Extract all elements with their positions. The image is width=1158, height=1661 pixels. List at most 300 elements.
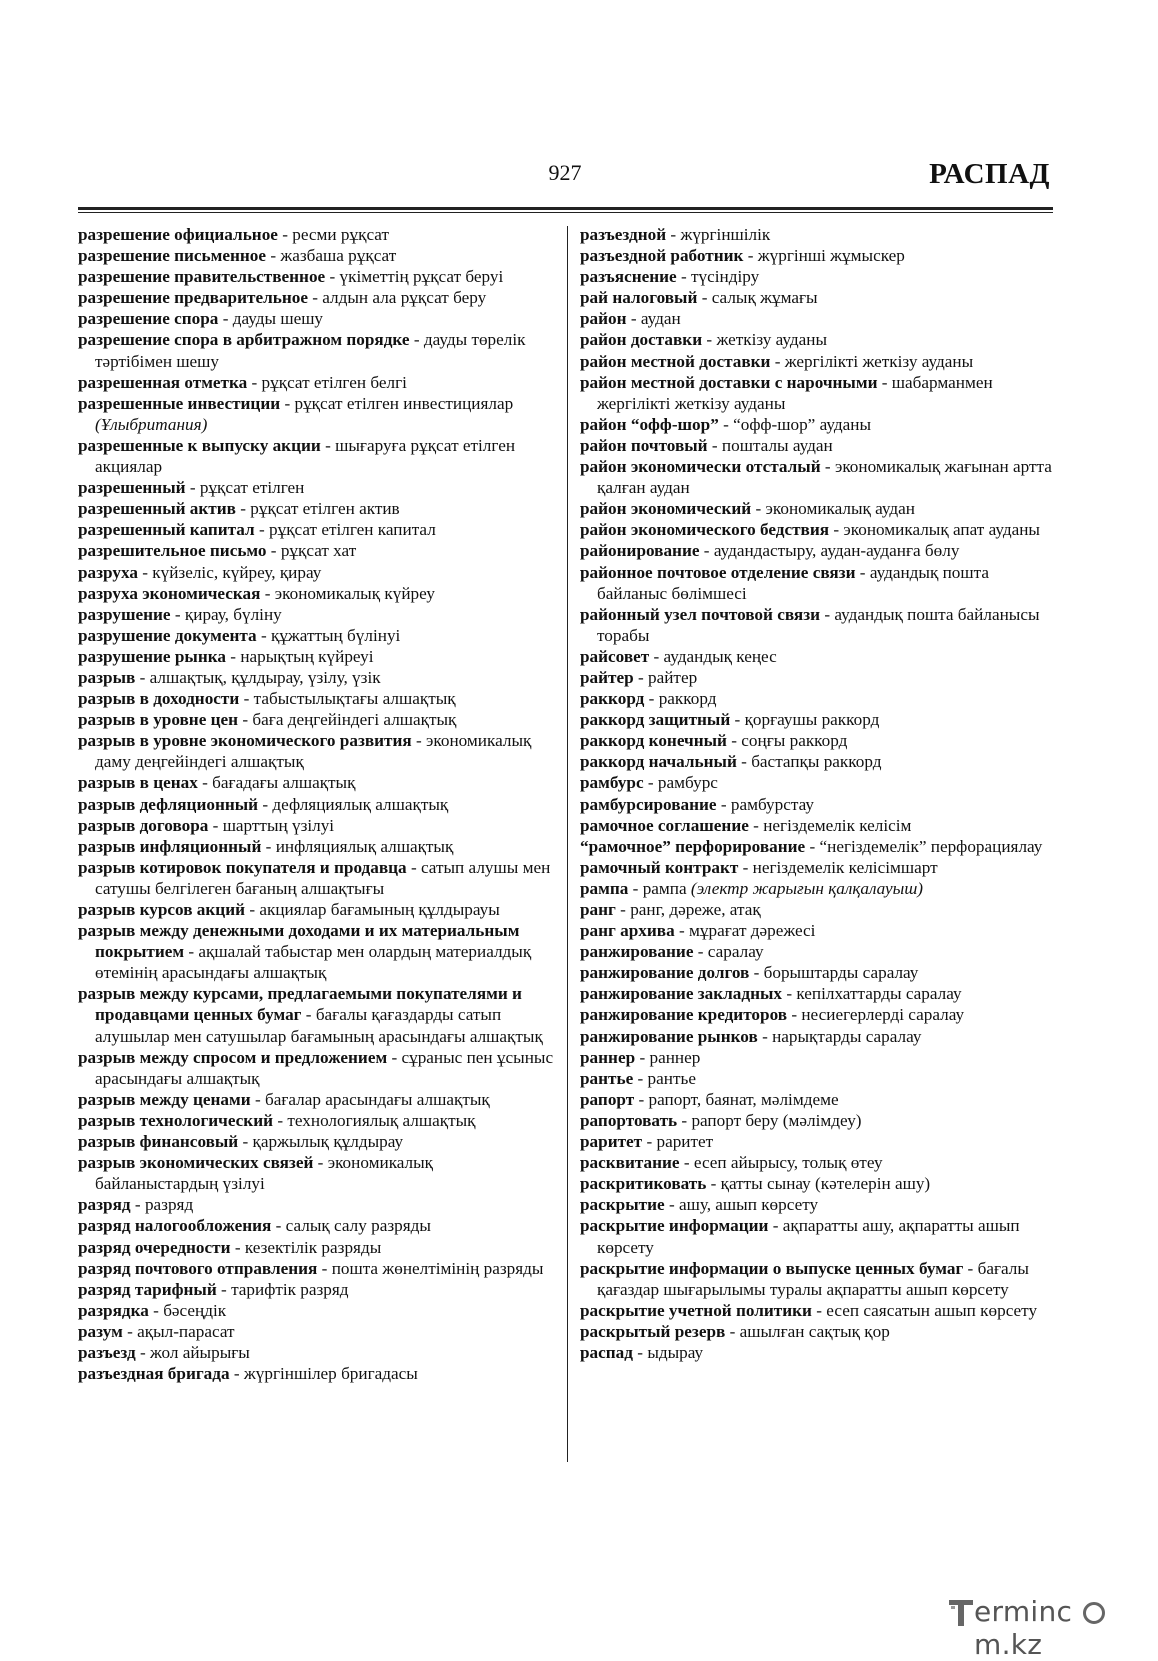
entry-separator: - [679,1153,694,1173]
entry-definition: раритет [656,1132,714,1152]
entry-separator: - [280,393,295,413]
entry-separator: - [238,1132,253,1152]
entry-definition: сұраныс пен ұсыныс арасындағы алшақтық [95,1047,554,1088]
dictionary-entry [78,308,560,329]
dictionary-entry [580,920,1058,941]
entry-note: (электр жарығын қалқалауыш) [690,878,924,898]
dictionary-entry [78,266,560,287]
entry-definition: рантье [647,1068,696,1088]
entry-definition: ақыл-парасат [137,1321,235,1341]
entry-definition: бәсеңдік [163,1300,227,1320]
entry-separator: - [787,1005,802,1025]
entry-definition: дауды шешу [232,309,324,329]
entry-separator: - [238,710,253,730]
dictionary-entry [580,266,1058,287]
entry-separator: - [230,1237,245,1257]
entry-term: рапорт [580,1089,635,1109]
entry-term: разряд [78,1195,131,1215]
dictionary-entry [580,1068,1058,1089]
dictionary-entry [78,372,560,393]
entry-definition: жергілікті жеткізу ауданы [784,351,974,371]
entry-term: разрыв между курсами, предлагаемыми покупателями и продавцами ценных бумаг [78,984,522,1025]
entry-term: разряд очередности [78,1237,231,1257]
entry-definition: инфляциялық алшақтық [275,836,454,856]
entry-term: рамбурс [580,773,644,793]
dictionary-entry [580,1026,1058,1047]
entry-separator: - [676,267,692,287]
entry-definition: райтер [648,667,698,687]
entry-definition: бағалар арасындағы алшақтық [264,1089,490,1109]
entry-term: район экономический [580,499,752,519]
header-rule-thin [78,212,1053,213]
entry-definition: экономикалық жағынан артта қалған аудан [597,457,1052,498]
entry-definition: рамбурс [657,773,718,793]
entry-definition: түсіндіру [691,267,760,287]
page-number: 927 [548,160,582,185]
entry-separator: - [706,1174,721,1194]
entry-term: разрешенный [78,478,186,498]
dictionary-entry [580,540,1058,561]
dictionary-entry [78,1300,560,1321]
dictionary-entry [78,1279,560,1300]
dictionary-entry [580,751,1058,772]
entry-term: расквитание [580,1153,680,1173]
entry-term: разруха [78,562,138,582]
entry-separator: - [260,583,275,603]
entry-definition: рұқсат етілген [199,478,305,498]
entry-separator: - [811,1300,827,1320]
entry-term: разрешение спора в арбитражном порядке [78,330,410,350]
entry-definition: аудандық пошта байланыс бөлімшесі [597,562,989,603]
entry-term: ранг архива [580,921,675,941]
entry-term: разрыв технологический [78,1110,274,1130]
entry-definition: есеп саясатын ашып көрсету [826,1300,1038,1320]
entry-definition: ашылған сақтық қор [739,1321,890,1341]
entry-term: разрешение официальное [78,225,278,244]
dictionary-entry [78,1215,560,1236]
entry-separator: - [716,794,731,814]
dictionary-entry [78,667,560,688]
entry-separator: - [768,1216,783,1236]
entry-separator: - [649,646,664,666]
entry-definition: разряд [144,1195,194,1215]
dictionary-entry [78,625,560,646]
entry-definition: соңғы раккорд [741,731,848,751]
dictionary-entry [78,646,560,667]
dictionary-entry [580,899,1058,920]
entry-separator: - [261,836,276,856]
entry-note: (Ұлыбритания) [95,414,208,434]
entry-definition: рұқсат етілген актив [250,499,400,519]
dictionary-entry [78,562,560,583]
entry-definition: ашу, ашып көрсету [678,1195,819,1215]
dictionary-entry [580,1173,1058,1194]
dictionary-entry [580,1321,1058,1342]
entry-separator: - [664,1195,679,1215]
entry-separator: - [718,414,734,434]
entry-definition: қатты сынау (кәтелерін ашу) [720,1174,931,1194]
dictionary-entry [580,308,1058,329]
entry-definition: рапорт, баянат, мәлімдеме [648,1089,839,1109]
entry-definition: рампа [642,878,691,898]
dictionary-entry [580,329,1058,350]
dictionary-entry [580,1004,1058,1025]
entry-definition: негіздемелік келісімшарт [752,857,938,877]
entry-term: район экономически отсталый [580,457,821,477]
entry-definition: рұқсат етілген инвестициялар [294,393,514,413]
column-divider [567,226,568,1462]
entry-term: разрыв в уровне экономического развития [78,731,412,751]
entry-separator: - [633,667,649,687]
entry-separator: - [273,1110,288,1130]
dictionary-entry [580,983,1058,1004]
dictionary-entry [580,1131,1058,1152]
entry-separator: - [301,1005,316,1025]
dictionary-entry [78,899,560,920]
entry-separator: - [135,667,150,687]
entry-definition: аудандық пошта байланысы торабы [597,604,1040,645]
entry-definition: салық салу разряды [285,1216,431,1236]
entry-term: ранжирование рынков [580,1026,758,1046]
entry-term: разрыв экономических связей [78,1153,314,1173]
dictionary-entry [580,709,1058,730]
entry-term: разряд налогообложения [78,1216,272,1236]
dictionary-entry [78,604,560,625]
entry-separator: - [229,1364,244,1384]
entry-term: разряд тарифный [78,1279,217,1299]
entry-definition: қорғаушы раккорд [744,710,880,730]
dictionary-entry [580,688,1058,709]
dictionary-entry [580,794,1058,815]
entry-separator: - [197,773,213,793]
entry-separator: - [137,562,153,582]
entry-separator: - [271,1216,286,1236]
logo-text: ermincm.kz [974,1595,1073,1661]
entry-term: разрешенные инвестиции [78,393,281,413]
dictionary-entry [580,646,1058,667]
entry-separator: - [406,857,421,877]
dictionary-entry [580,604,1058,646]
entry-separator: - [184,942,199,962]
entry-term: разрыв между ценами [78,1089,251,1109]
entry-definition: баға деңгейіндегі алшақтық [252,710,457,730]
entry-separator: - [247,372,262,392]
entry-term: разрыв курсов акций [78,900,246,919]
entry-separator: - [615,900,631,919]
entry-term: район [580,309,627,329]
entry-term: район местной доставки с нарочными [580,372,878,392]
entry-definition: негіздемелік келісім [763,815,912,835]
entry-definition: кезектілік разряды [244,1237,382,1257]
dictionary-entry [78,1047,560,1089]
entry-separator: - [626,309,641,329]
entry-definition: бағадағы алшақтық [212,773,356,793]
dictionary-entry [580,941,1058,962]
entry-separator: - [185,478,200,498]
entry-term: разрешенный капитал [78,520,255,540]
entry-definition: алшақтық, құлдырау, үзілу, үзік [149,667,381,687]
entry-term: раскритиковать [580,1174,707,1194]
dictionary-entry [580,730,1058,751]
entry-term: разрыв в ценах [78,773,198,793]
dictionary-entry [580,772,1058,793]
dictionary-entry [78,688,560,709]
entry-separator: - [411,731,427,751]
entry-definition: рұқсат хат [280,541,357,561]
dictionary-entry [78,435,560,477]
entry-separator: - [258,794,273,814]
entry-definition: ыдырау [647,1342,704,1362]
entry-term: ранжирование [580,942,694,962]
entry-definition: рұқсат етілген белгі [261,372,407,392]
entry-definition: раннер [649,1047,701,1067]
entry-definition: ранг, дәреже, атақ [630,900,761,919]
entry-definition: шарттың үзілуі [222,815,335,835]
entry-separator: - [256,625,271,645]
entry-separator: - [820,604,835,624]
entry-separator: - [320,435,336,455]
dictionary-entry [580,435,1058,456]
entry-definition: рамбурстау [730,794,814,814]
entry-definition: кепілхаттарды саралау [796,984,962,1004]
entry-term: рай налоговый [580,288,698,308]
entry-definition: жазбаша рұқсат [280,246,397,266]
entry-separator: - [725,1321,740,1341]
dictionary-entry [580,1342,1058,1363]
entry-term: раскрытие информации о выпуске ценных бумаг [580,1258,964,1278]
entry-separator: - [743,246,758,266]
dictionary-entry [78,1152,560,1194]
entry-definition: саралау [707,942,764,962]
entry-separator: - [387,1047,402,1067]
dictionary-entry [78,772,560,793]
entry-separator: - [770,351,785,371]
entry-definition: технологиялық алшақтық [287,1110,476,1130]
entry-separator: - [674,921,690,941]
entry-term: раскрытие учетной политики [580,1300,812,1320]
entry-separator: - [307,288,323,308]
entry-separator: - [225,646,241,666]
dictionary-entry [580,878,1058,899]
dictionary-entry [78,1363,560,1384]
entry-term: ранжирование закладных [580,984,783,1004]
dictionary-entry [78,1342,560,1363]
entry-term: разрешение предварительное [78,288,308,308]
dictionary-entry [78,1321,560,1342]
entry-definition: ресми рұқсат [292,225,389,244]
entry-definition: аудандастыру, аудан-ауданға бөлу [713,541,960,561]
dictionary-entry [580,1152,1058,1173]
dictionary-entry [580,1258,1058,1300]
dictionary-entry [78,287,560,308]
entry-separator: - [325,267,340,287]
entry-term: разрешенные к выпуску акции [78,435,321,455]
dictionary-entry [78,583,560,604]
entry-term: раннер [580,1047,636,1067]
entry-definition: ақпаратты ашу, ақпаратты ашып көрсету [597,1216,1020,1257]
entry-definition: экономикалық аудан [765,499,915,519]
entry-separator: - [963,1258,978,1278]
dictionary-entry [580,372,1058,414]
entry-term: разрушение [78,604,171,624]
dictionary-entry [580,1047,1058,1068]
entry-definition: пошта жөнелтімінің разряды [331,1258,544,1278]
entry-definition: раккорд [658,689,717,709]
entry-definition: дауды төрелік тәртібімен шешу [95,330,526,371]
logo-globe-icon [1083,1602,1105,1624]
entry-separator: - [245,900,260,919]
dictionary-entry [78,1194,560,1215]
entry-definition: рұқсат етілген капитал [269,520,436,540]
entry-separator: - [313,1153,328,1173]
entry-definition: жүргіншілік [680,225,771,244]
entry-definition: аудандық кеңес [663,646,777,666]
dictionary-entry [580,456,1058,498]
dictionary-entry [78,857,560,899]
entry-term: разрешительное письмо [78,541,267,561]
entry-term: разрешение правительственное [78,267,326,287]
dictionary-entry [580,815,1058,836]
entry-term: разрыв договора [78,815,209,835]
entry-term: разрешенный актив [78,499,236,519]
entry-separator: - [751,499,766,519]
entry-definition: алдын ала рұқсат беру [322,288,487,308]
entry-term: район местной доставки [580,351,771,371]
entry-definition: акциялар бағамының құлдырауы [259,900,500,919]
dictionary-entry [580,1300,1058,1321]
entry-separator: - [829,520,844,540]
dictionary-entry [580,414,1058,435]
entry-separator: - [736,752,752,772]
dictionary-entry [78,1110,560,1131]
dictionary-entry [580,245,1058,266]
dictionary-entry [78,794,560,815]
dictionary-entry [78,519,560,540]
entry-separator: - [642,1132,657,1152]
entry-definition: үкіметтің рұқсат беруі [339,267,504,287]
entry-definition: пошталы аудан [721,435,833,455]
entry-separator: - [148,1300,164,1320]
entry-definition: сатып алушы мен сатушы белгілеген бағаның алшақтығы [95,857,551,898]
left-column [78,224,560,1384]
dictionary-entry [78,498,560,519]
entry-separator: - [877,372,892,392]
entry-term: разрыв между денежными доходами и их материальным покрытием [78,921,520,962]
site-logo [948,1595,1148,1661]
entry-separator: - [235,499,251,519]
entry-term: ранг [580,900,616,919]
entry-definition: табыстылықтағы алшақтық [253,689,456,709]
entry-term: районирование [580,541,700,561]
entry-definition: жеткізу ауданы [716,330,828,350]
entry-definition: шығаруға рұқсат етілген акциялар [95,435,516,477]
dictionary-entry [580,1089,1058,1110]
dictionary-entry [580,667,1058,688]
entry-separator: - [749,963,764,983]
entry-separator: - [254,520,269,540]
entry-term: разрушение рынка [78,646,226,666]
entry-term: раккорд [580,689,645,709]
entry-separator: - [633,1068,648,1088]
entry-term: раскрытие информации [580,1216,769,1236]
entry-definition: жүргіншілер бригадасы [243,1364,418,1384]
entry-definition: мұрағат дәрежесі [689,921,816,941]
dictionary-entry [580,224,1058,245]
right-column [580,224,1058,1363]
entry-term: “рамочное” перфорирование [580,836,806,856]
entry-definition: “негіздемелік” перфорациялау [819,836,1043,856]
entry-term: разум [78,1321,123,1341]
entry-term: разрядка [78,1300,149,1320]
entry-term: разъездной работник [580,246,744,266]
entry-term: раскрытый резерв [580,1321,726,1341]
entry-term: раритет [580,1132,643,1152]
entry-term: рампа [580,878,629,898]
entry-definition: құжаттың бүлінуі [270,625,401,645]
dictionary-entry [580,519,1058,540]
entry-term: разрыв [78,667,136,687]
entry-term: разрыв дефляционный [78,794,259,814]
entry-term: рамочный контракт [580,857,739,877]
entry-separator: - [702,330,717,350]
entry-definition: қирау, бүліну [184,604,282,624]
entry-term: ранжирование кредиторов [580,1005,788,1025]
dictionary-entry [580,562,1058,604]
entry-term: рапортовать [580,1110,678,1130]
entry-term: разрушение документа [78,625,257,645]
dictionary-entry [580,351,1058,372]
entry-separator: - [635,1047,650,1067]
entry-definition: аудан [640,309,681,329]
entry-separator: - [266,541,281,561]
entry-definition: салық жұмағы [711,288,818,308]
entry-term: разрешение письменное [78,246,267,266]
entry-separator: - [820,457,835,477]
entry-separator: - [277,225,293,244]
entry-term: разъяснение [580,267,677,287]
entry-definition: жол айырығы [150,1342,250,1362]
entry-definition: ақшалай табыстар мен олардың материалдық өтемінің арасындағы алшақтық [95,942,532,983]
entry-term: разрешение спора [78,309,219,329]
entry-separator: - [239,689,254,709]
entry-definition: бағалы қағаздар шығарылымы туралы ақпаратты ашып көрсету [597,1258,1029,1299]
dictionary-entry [78,815,560,836]
dictionary-entry [78,477,560,498]
entry-definition: “офф-шор” ауданы [733,414,871,434]
entry-definition: борыштарды саралау [763,963,919,983]
entry-separator: - [757,1026,773,1046]
entry-term: раккорд защитный [580,710,731,730]
entry-term: разрыв финансовый [78,1132,239,1152]
entry-term: разрыв в уровне цен [78,710,239,730]
entry-definition: экономикалық даму деңгейіндегі алшақтық [95,731,532,772]
entry-separator: - [170,604,185,624]
dictionary-entry [580,287,1058,308]
entry-term: районный узел почтовой связи [580,604,821,624]
entry-term: разъездной [580,225,667,244]
entry-separator: - [634,1089,649,1109]
entry-separator: - [208,815,223,835]
entry-definition: несиегерлерді саралау [801,1005,965,1025]
entry-definition: есеп айырысу, толық өтеу [693,1153,883,1173]
dictionary-entry [78,983,560,1046]
entry-term: разрыв инфляционный [78,836,262,856]
entry-definition: экономикалық апат ауданы [843,520,1040,540]
entry-definition: нарықтарды саралау [772,1026,922,1046]
dictionary-entry [78,709,560,730]
dictionary-entry [78,224,560,245]
entry-term: район экономического бедствия [580,520,830,540]
